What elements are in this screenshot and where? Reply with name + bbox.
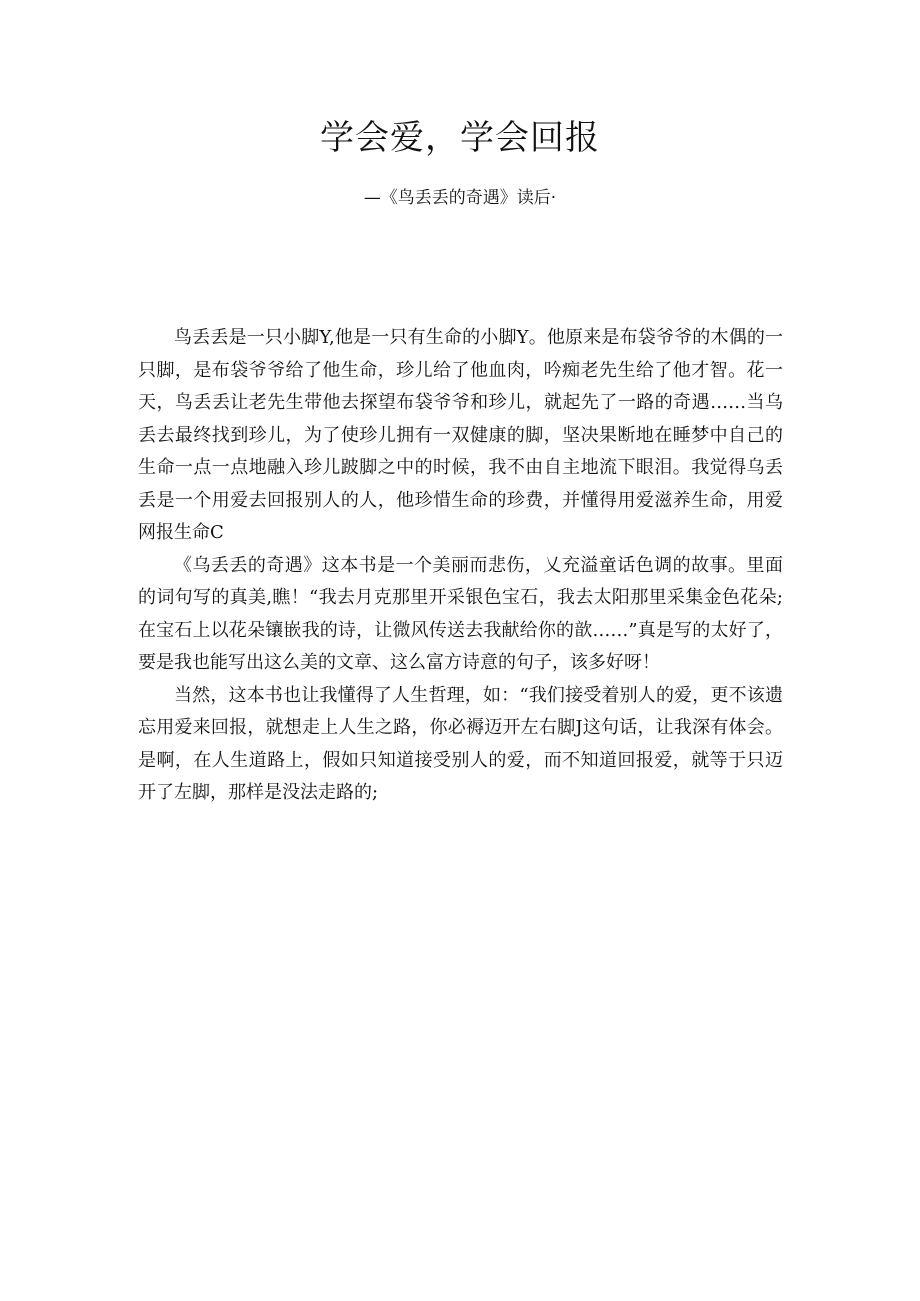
paragraph-1: 鸟丢丢是一只小脚Y,他是一只有生命的小脚Y。他原来是布袋爷爷的木偶的一只脚，是布袋爷爷给了他生命，珍儿给了他血肉，吟痴老先生给了他才智。花一天，鸟丢丢让老先生带他去探望布袋爷爷和珍儿，就起先了一路的奇遇……当乌丢去最终找到珍儿，为了使珍儿拥有一双健康的脚，坚决果断地在睡梦中自己的生命一点一点地融入珍儿跛脚之中的时候，我不由自主地流下眼泪。我觉得乌丢丢是一个用爱去回报别人的人，他珍惜生命的珍费，并懂得用爱滋养生命，用爱网报生命C xyxy=(138,327,783,543)
page-title: 学会爱，学会回报 xyxy=(320,118,600,158)
paragraph-3: 当然，这本书也让我懂得了人生哲理，如：“我们接受着别人的爱，更不该遗忘用爱来回报，就想走上人生之路，你必褥迈开左右脚J这句话，让我深有体会。是啊，在人生道路上，假如只知道接受别人的爱，而不知道回报爱，就等于只迈开了左脚，那样是没法走路的; xyxy=(138,684,783,803)
article-body xyxy=(138,322,783,810)
page-subtitle: —《鸟丢丢的奇遇》读后· xyxy=(363,188,557,208)
paragraph-2: 《乌丢丢的奇遇》这本书是一个美丽而悲伤，乂充溢童话色调的故事。里面的词句写的真美,瞧！“我去月克那里开采银色宝石，我去太阳那里采集金色花朵;在宝石上以花朵镶嵌我的诗，让微风传送去我献给你的歆……”真是写的太好了，要是我也能写出这么美的文章、这么富方诗意的句子，该多好呀！ xyxy=(138,554,783,673)
